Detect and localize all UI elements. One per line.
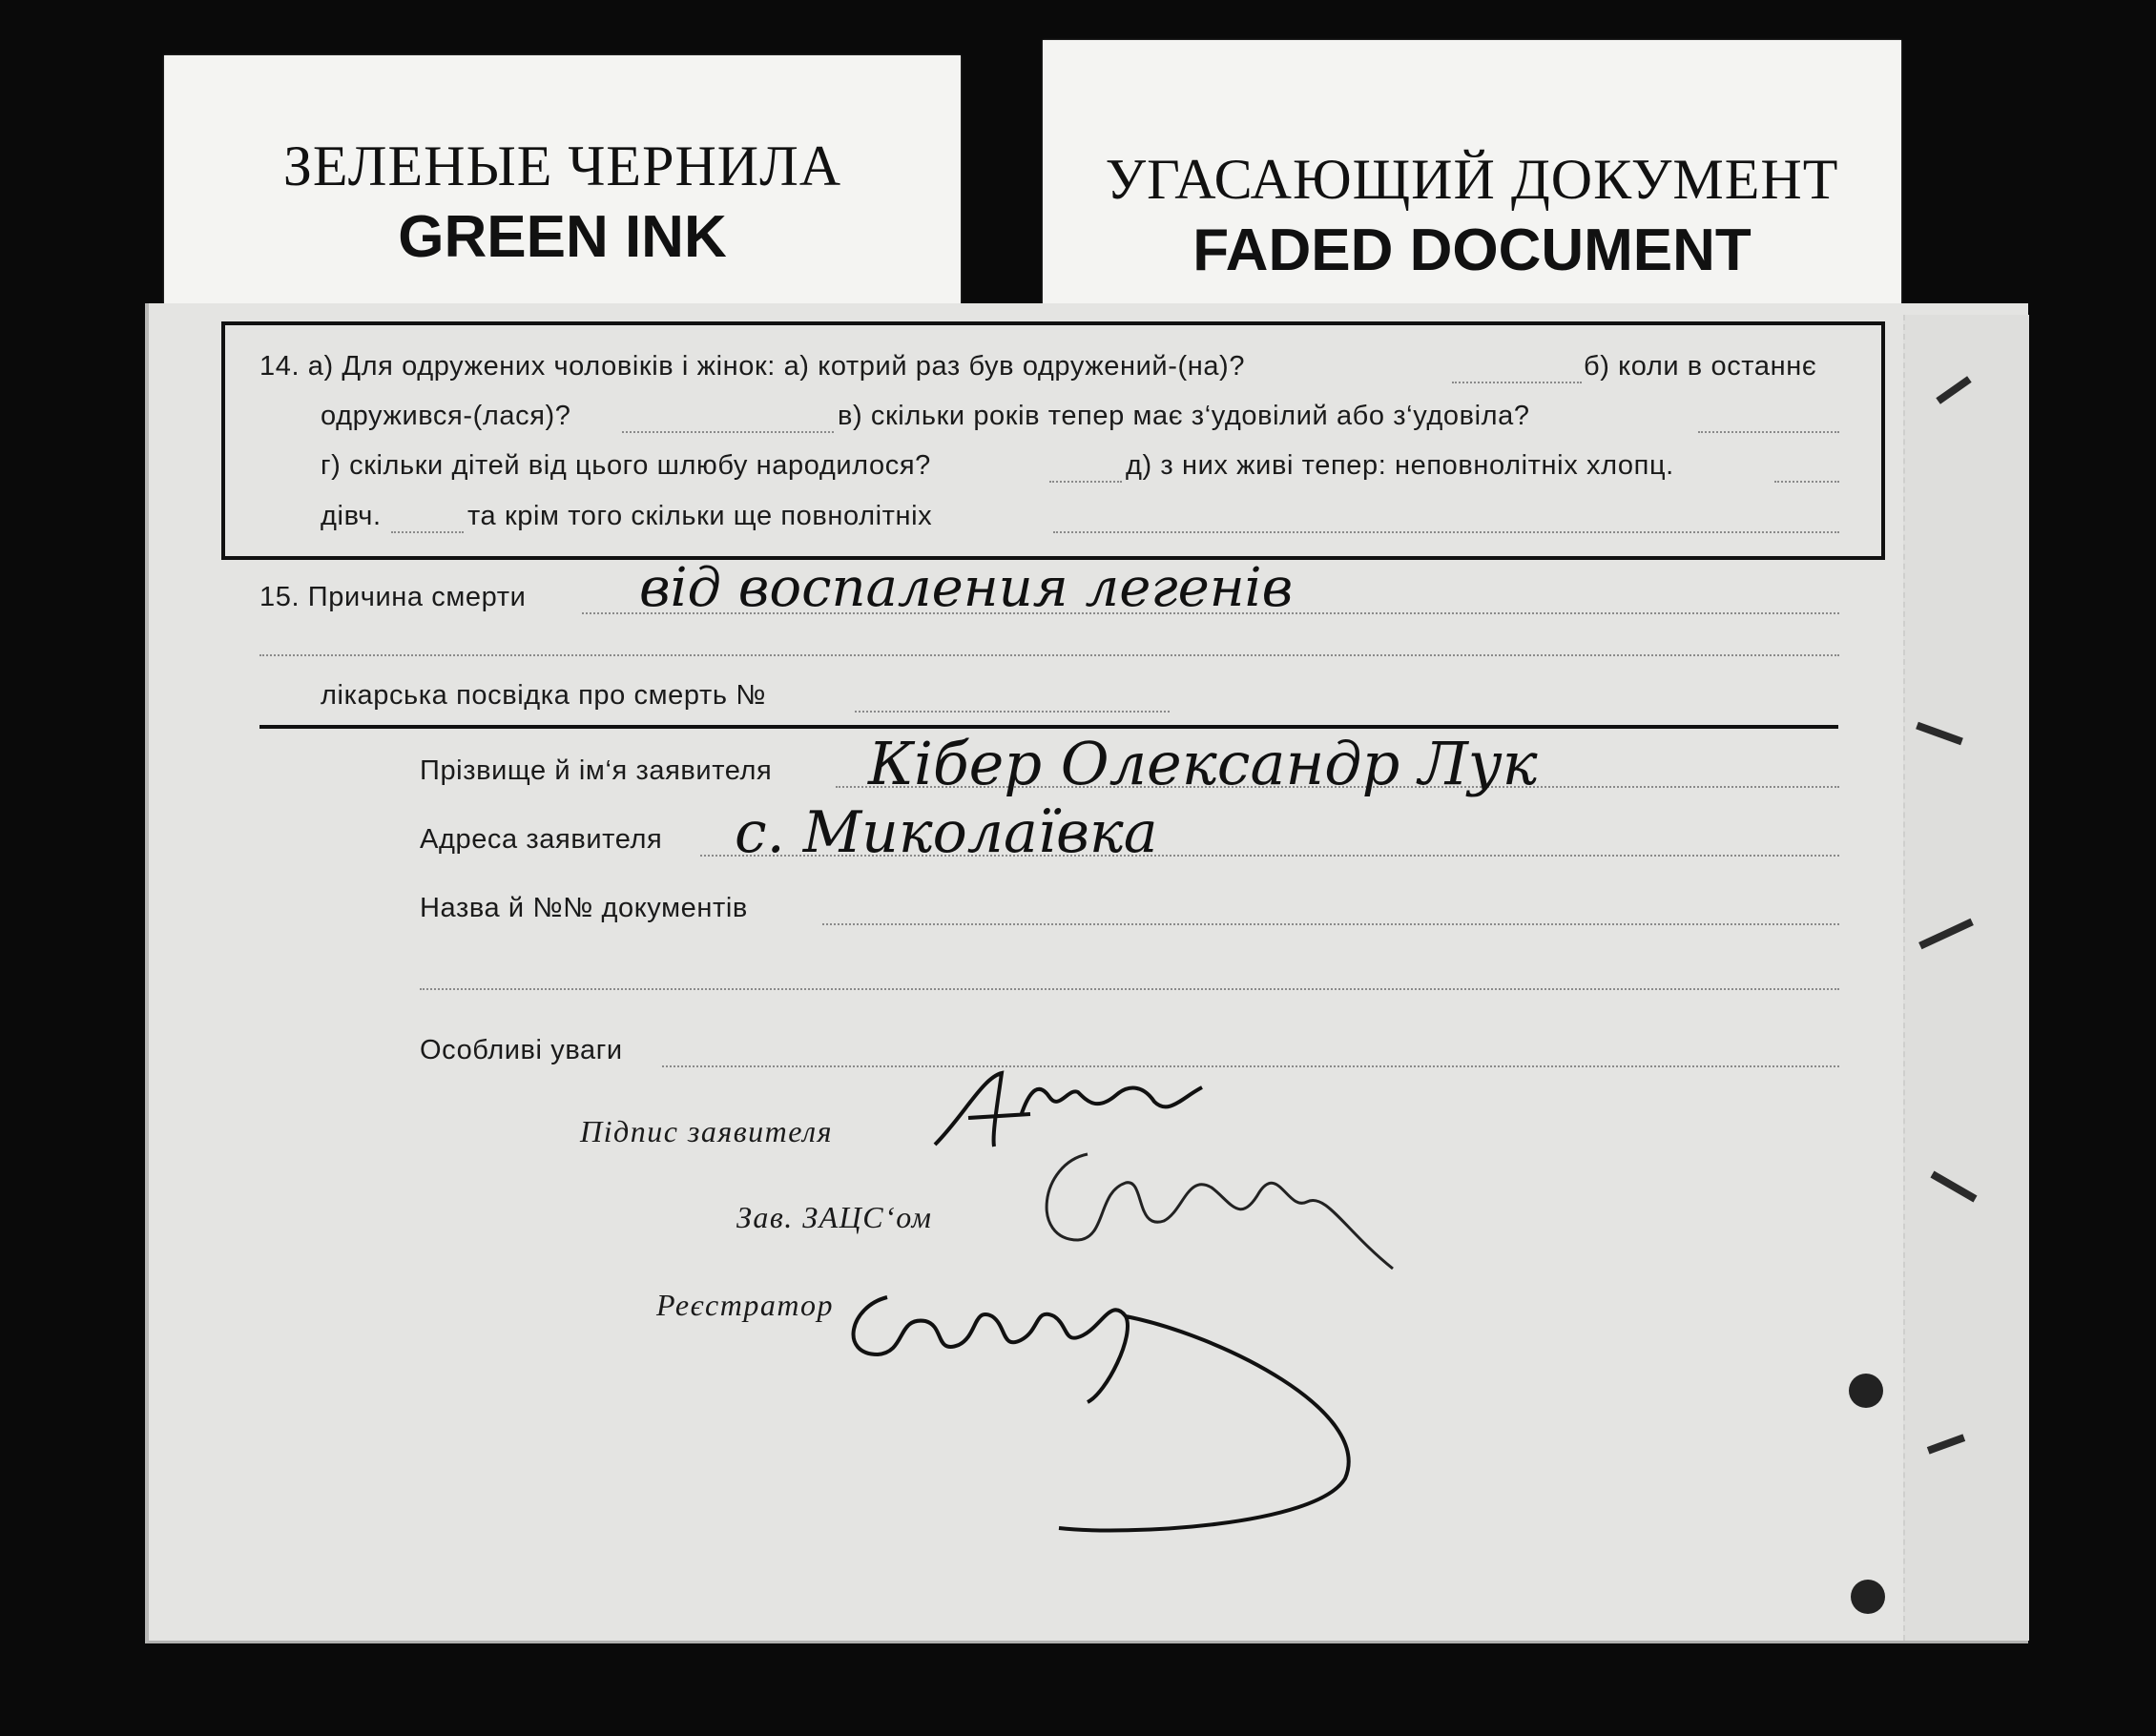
binding-hole <box>1851 1580 1885 1614</box>
cause-of-death-label: 15. Причина смерти <box>259 582 527 612</box>
zags-head-signature <box>1021 1135 1402 1278</box>
faded-document-label-en: FADED DOCUMENT <box>1192 217 1752 283</box>
fill-line <box>1774 481 1839 483</box>
documents-label: Назва й №№ документів <box>420 893 748 923</box>
green-ink-label-card <box>164 55 961 305</box>
binding-hole <box>1849 1374 1883 1408</box>
fill-line <box>822 923 1839 925</box>
green-ink-label-en: GREEN INK <box>398 204 727 270</box>
fill-line <box>1053 531 1839 533</box>
green-ink-label-ru: ЗЕЛЕНЫЕ ЧЕРНИЛА <box>282 134 842 197</box>
applicant-signature-label: Підпис заявителя <box>580 1114 833 1148</box>
fill-line <box>259 654 1839 656</box>
fill-line <box>391 531 464 533</box>
item14-girls-label: дівч. <box>321 501 382 531</box>
faded-document-label-card <box>1043 40 1901 326</box>
fill-line <box>622 431 834 433</box>
fill-line <box>1049 481 1122 483</box>
item14-question-b: б) коли в останнє <box>1584 351 1817 382</box>
special-notes-label: Особливі уваги <box>420 1035 623 1065</box>
applicant-name-value: Кібер Олександр Лук <box>868 729 1538 798</box>
item14-question-a: 14. а) Для одружених чоловіків і жінок: а) котрий раз був одружений-(на)? <box>259 351 1246 382</box>
faded-document-label-ru: УГАСАЮЩИЙ ДОКУМЕНТ <box>1105 148 1839 211</box>
zags-head-label: Зав. ЗАЦС‘ом <box>736 1200 933 1234</box>
item14-question-v: в) скільки років тепер має з‘удовілий або з‘удовіла? <box>838 401 1530 431</box>
item14-question-d: д) з них живі тепер: неповнолітніх хлопц. <box>1126 450 1674 481</box>
applicant-address-value: с. Миколаївка <box>735 799 1158 866</box>
cause-of-death-value: від воспаления легенів <box>639 557 1294 619</box>
fill-line <box>855 711 1170 713</box>
item14-adults-label: та крім того скільки ще повнолітніх <box>467 501 933 531</box>
applicant-address-label: Адреса заявителя <box>420 824 663 855</box>
applicant-name-label: Прізвище й ім‘я заявителя <box>420 755 773 786</box>
item14-married-label: одружився-(лася)? <box>321 401 571 431</box>
fill-line <box>662 1065 1839 1067</box>
death-certificate-label: лікарська посвідка про смерть № <box>321 680 766 711</box>
sheet-edge-strip <box>1903 315 2029 1641</box>
fill-line <box>420 988 1839 990</box>
registrar-label: Реєстратор <box>656 1288 834 1322</box>
fill-line <box>1698 431 1839 433</box>
registrar-signature <box>840 1278 1393 1545</box>
fill-line <box>1452 382 1582 383</box>
item14-question-g: г) скільки дітей від цього шлюбу народилося? <box>321 450 931 481</box>
